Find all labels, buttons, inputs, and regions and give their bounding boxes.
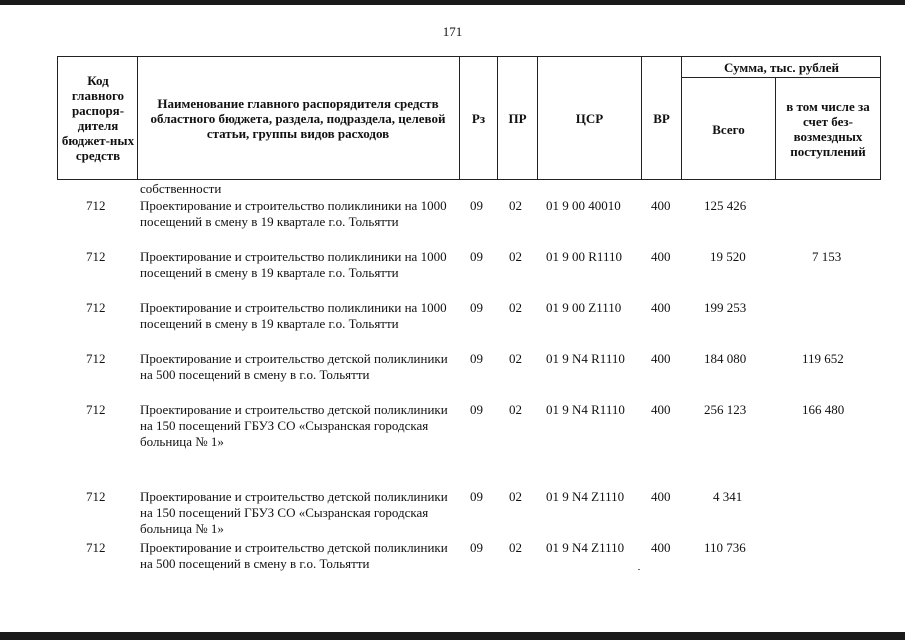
header-sum-group: Сумма, тыс. рублей (724, 59, 839, 75)
header-code: Код главного распоря-дителя бюджет-ных средств (61, 73, 135, 163)
cell-rz: 09 (470, 540, 483, 555)
cell-rz: 09 (470, 402, 483, 417)
cell-name: Проектирование и строительство поликлиники на 1000 посещений в смену в 19 квартале г.о. Тольятти (140, 198, 447, 229)
cell-grants: 166 480 (802, 402, 845, 417)
bottom-rule (0, 632, 905, 640)
cell-vr: 400 (651, 300, 671, 315)
page-number: 171 (442, 24, 463, 39)
header-pr: ПР (508, 110, 527, 126)
cell-grants: 7 153 (812, 249, 842, 264)
cell-csr: 01 9 N4 Z1110 (546, 489, 625, 504)
cell-total: 256 123 (704, 402, 747, 417)
cell-csr: 01 9 N4 R1110 (546, 402, 625, 417)
cell-vr: 400 (651, 540, 671, 555)
header-total: Всего (712, 121, 745, 137)
cell-code: 712 (86, 540, 106, 555)
cell-code: 712 (86, 300, 106, 315)
continuation-text: собственности (140, 181, 222, 196)
cell-code: 712 (86, 249, 106, 264)
cell-name: Проектирование и строительство поликлиники на 1000 посещений в смену в 19 квартале г.о. Тольятти (140, 300, 447, 331)
cell-csr: 01 9 N4 R1110 (546, 351, 625, 366)
header-csr: ЦСР (575, 110, 604, 126)
cell-csr: 01 9 00 40010 (546, 198, 621, 213)
cell-name: Проектирование и строительство детской поликлиники на 500 посещений в смену в г.о. Тольятти (140, 351, 448, 382)
cell-total: 19 520 (710, 249, 746, 264)
cell-rz: 09 (470, 249, 483, 264)
cell-total: 125 426 (704, 198, 747, 213)
header-vr: ВР (653, 110, 670, 126)
cell-name: Проектирование и строительство детской поликлиники на 150 посещений ГБУЗ СО «Сызранская городская больница № 1» (140, 489, 448, 536)
cell-code: 712 (86, 402, 106, 417)
cell-total: 4 341 (713, 489, 743, 504)
cell-name: Проектирование и строительство детской поликлиники на 500 посещений в смену в г.о. Тольятти (140, 540, 448, 571)
cell-pr: 02 (509, 198, 522, 213)
cell-csr: 01 9 N4 Z1110 (546, 540, 625, 555)
cell-vr: 400 (651, 402, 671, 417)
cell-vr: 400 (651, 489, 671, 504)
col-divider (137, 56, 138, 180)
cell-name: Проектирование и строительство детской поликлиники на 150 посещений ГБУЗ СО «Сызранская городская больница № 1» (140, 402, 448, 449)
cell-total: 199 253 (704, 300, 747, 315)
cell-code: 712 (86, 351, 106, 366)
cell-total: 184 080 (704, 351, 747, 366)
cell-grants: 119 652 (802, 351, 844, 366)
cell-vr: 400 (651, 198, 671, 213)
cell-vr: 400 (651, 351, 671, 366)
cell-pr: 02 (509, 489, 522, 504)
cell-pr: 02 (509, 540, 522, 555)
cell-rz: 09 (470, 198, 483, 213)
header-grants: в том числе за счет без-возмездных поступлений (786, 99, 870, 159)
cell-pr: 02 (509, 249, 522, 264)
scan-speck (638, 569, 640, 570)
cell-pr: 02 (509, 300, 522, 315)
cell-rz: 09 (470, 351, 483, 366)
cell-pr: 02 (509, 351, 522, 366)
cell-vr: 400 (651, 249, 671, 264)
cell-rz: 09 (470, 489, 483, 504)
cell-code: 712 (86, 489, 106, 504)
sum-group-divider (681, 77, 881, 78)
cell-pr: 02 (509, 402, 522, 417)
cell-csr: 01 9 00 R1110 (546, 249, 622, 264)
cell-csr: 01 9 00 Z1110 (546, 300, 622, 315)
cell-total: 110 736 (704, 540, 746, 555)
header-name: Наименование главного распорядителя средств областного бюджета, раздела, подраздела, целевой статьи, группы видов расходов (150, 95, 446, 141)
header-rz: Рз (471, 110, 486, 126)
top-rule (0, 0, 905, 5)
col-divider (775, 78, 776, 180)
cell-code: 712 (86, 198, 106, 213)
cell-rz: 09 (470, 300, 483, 315)
cell-name: Проектирование и строительство поликлиники на 1000 посещений в смену в 19 квартале г.о. Тольятти (140, 249, 447, 280)
